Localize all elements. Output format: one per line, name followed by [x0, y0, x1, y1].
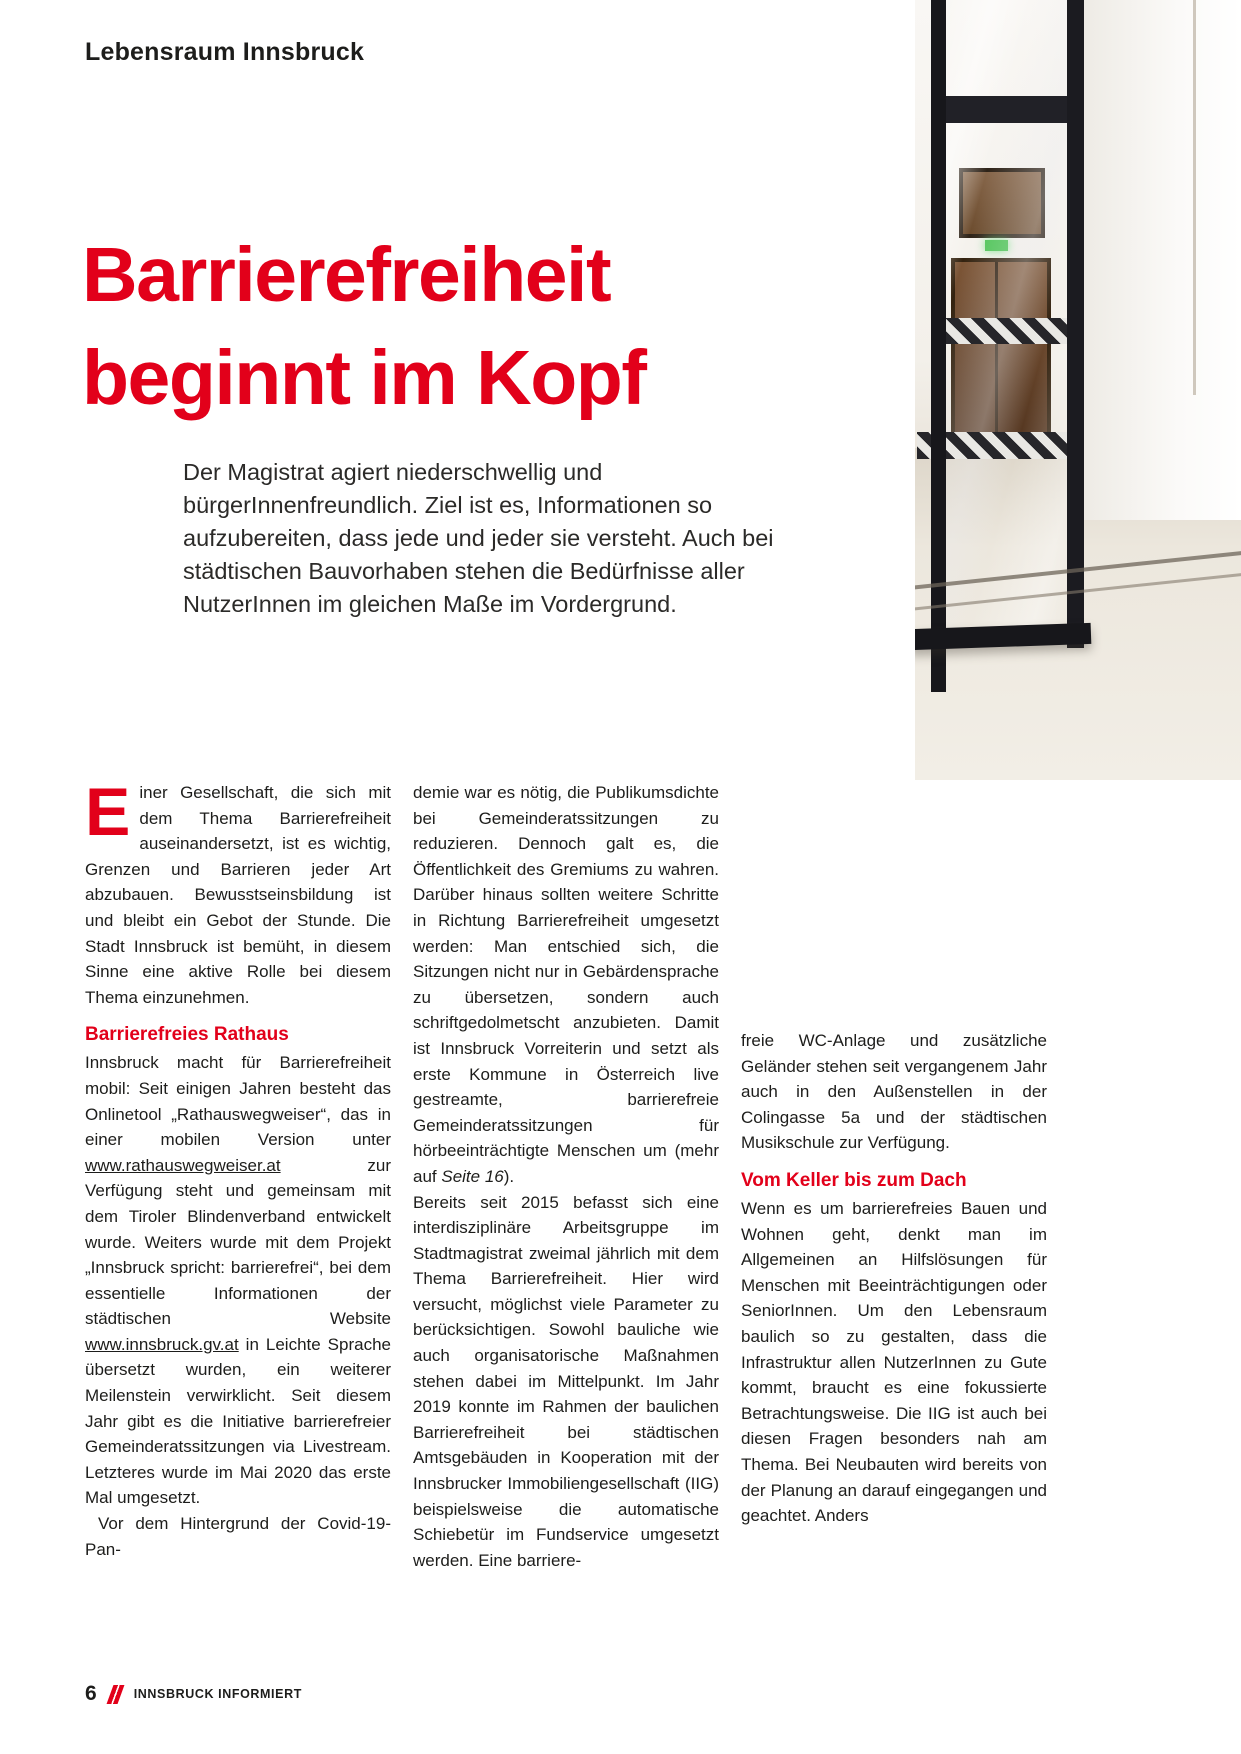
paragraph-intro	[85, 774, 391, 1010]
paragraph-rathaus	[85, 1050, 391, 1511]
rathaus-text-1: Innsbruck macht für Barrierefreiheit mobil: Seit einigen Jahren besteht das Onlinetool „Rathauswegweiser“, das in einer mobilen Version unter	[85, 1053, 391, 1150]
page-reference: Seite 16	[441, 1166, 504, 1186]
livestream-text-1: demie war es nötig, die Publikumsdichte bei Gemeinderatssitzungen zu reduzieren. Dennoch galt es, die Öffentlichkeit des Gremiums zu wahren. Darüber hinaus sollten weitere Schritte in Richtung Barrierefreiheit umgesetzt werden: Man entschied sich, die Sitzungen nicht nur in Gebärdensprache zu übersetzen, sondern auch schriftgedolmetscht anzubieten. Damit ist Innsbruck Vorreiterin und setzt als erste Kommune in Österreich live gestreamte, barrierefreie Gemeinderatssitzungen für hörbeeinträchtigte Menschen um (mehr auf	[413, 783, 719, 1186]
paragraph-covid-start: Vor dem Hintergrund der Covid-19-Pan-	[85, 1514, 391, 1559]
headline-line-2: beginnt im Kopf	[82, 335, 646, 421]
photo-door-frame-top	[931, 96, 1084, 123]
link-innsbruck-gv-at[interactable]: www.innsbruck.gv.at	[85, 1334, 239, 1354]
article-column-3	[741, 1028, 1047, 1529]
paragraph-bauen-wohnen: Wenn es um barrierefreies Bauen und Wohnen geht, denkt man im Allgemeinen an Hilfslösungen für Menschen mit Beeinträchtigungen oder SeniorInnen. Um den Lebensraum baulich so zu gestalten, dass die Infrastruktur allen NutzerInnen zu Gute kommt, braucht es eine fokussierte Betrachtungsweise. Die IIG ist auch bei diesen Fragen besonders nah am Thema. Bei Neubauten wird bereits von der Planung an darauf eingegangen und geachtet. Anders	[741, 1198, 1047, 1526]
photo-door-frame-left	[931, 0, 946, 692]
page-footer	[85, 1682, 302, 1706]
article-column-1	[85, 774, 391, 1562]
rathaus-text-3: in Leichte Sprache übersetzt wurden, ein weiterer Meilenstein verwirklicht. Seit diesem Jahr gibt es die Initiative barrierefreier Gemeinderatssitzungen via Livestream. Letzteres wurde im Mai 2020 das erste Mal umgesetzt.	[85, 1334, 391, 1508]
photo-door-frame-right	[1067, 0, 1084, 648]
photo-hazard-stripes-upper	[946, 318, 1084, 344]
article-headline	[82, 224, 645, 430]
footer-slash-icon	[106, 1685, 124, 1704]
section-kicker: Lebensraum Innsbruck	[85, 38, 365, 66]
photo-right-wall	[1084, 0, 1241, 520]
photo-wall-corner-line	[1193, 0, 1196, 395]
subheading-vom-keller-bis-zum-dach: Vom Keller bis zum Dach	[741, 1169, 967, 1191]
article-column-2	[413, 780, 719, 1573]
photo-glass-reflection	[946, 0, 1067, 628]
paragraph-livestream	[413, 780, 719, 1190]
page-number: 6	[85, 1682, 97, 1705]
link-rathauswegweiser[interactable]: www.rathauswegweiser.at	[85, 1155, 281, 1175]
magazine-name: INNSBRUCK INFORMIERT	[133, 1687, 302, 1701]
headline-line-1: Barrierefreiheit	[82, 232, 611, 318]
drop-cap: E	[85, 774, 131, 850]
entrance-door-photo	[915, 0, 1241, 780]
subheading-barrierefreies-rathaus: Barrierefreies Rathaus	[85, 1024, 289, 1046]
paragraph-arbeitsgruppe: Bereits seit 2015 befasst sich eine interdisziplinäre Arbeitsgruppe im Stadtmagistrat zweimal jährlich mit dem Thema Barrierefreiheit. Hier wird versucht, möglichst viele Parameter zu berücksichtigen. Sowohl bauliche wie auch organisatorische Maßnahmen stehen dabei im Mittelpunkt. Im Jahr 2019 konnte im Rahmen der baulichen Barrierefreiheit bei städtischen Amtsgebäuden in Kooperation mit der Innsbrucker Immobiliengesellschaft (IIG) beispielsweise die automatische Schiebetür im Fundservice umgesetzt werden. Eine barriere-	[413, 1192, 719, 1570]
lead-paragraph: Der Magistrat agiert niederschwellig und bürgerInnenfreundlich. Ziel ist es, Informationen so aufzubereiten, dass jede und jeder sie versteht. Auch bei städtischen Bauvorhaben stehen die Bedürfnisse aller NutzerInnen im gleichen Maße im Vordergrund.	[183, 459, 774, 617]
paragraph-wc-anlage: freie WC-Anlage und zusätzliche Geländer stehen seit vergangenem Jahr auch in den Außenstellen in der Colingasse 5a und der städtischen Musikschule zur Verfügung.	[741, 1031, 1047, 1153]
livestream-text-2: ).	[503, 1166, 515, 1186]
intro-text: iner Gesellschaft, die sich mit dem Thema Barrierefreiheit auseinandersetzt, ist es wichtig, Grenzen und Barrieren jeder Art abzubauen. Bewusstseinsbildung ist und bleibt ein Gebot der Stunde. Die Stadt Innsbruck ist bemüht, in diesem Sinne eine aktive Rolle bei diesem Thema einzunehmen.	[85, 783, 391, 1007]
rathaus-text-2: zur Verfügung steht und gemeinsam mit dem Tiroler Blindenverband entwickelt wurde. Weiters wurde mit dem Projekt „Innsbruck spricht: barrierefrei“, bei dem essentielle Informationen der städtischen Website	[85, 1155, 391, 1329]
